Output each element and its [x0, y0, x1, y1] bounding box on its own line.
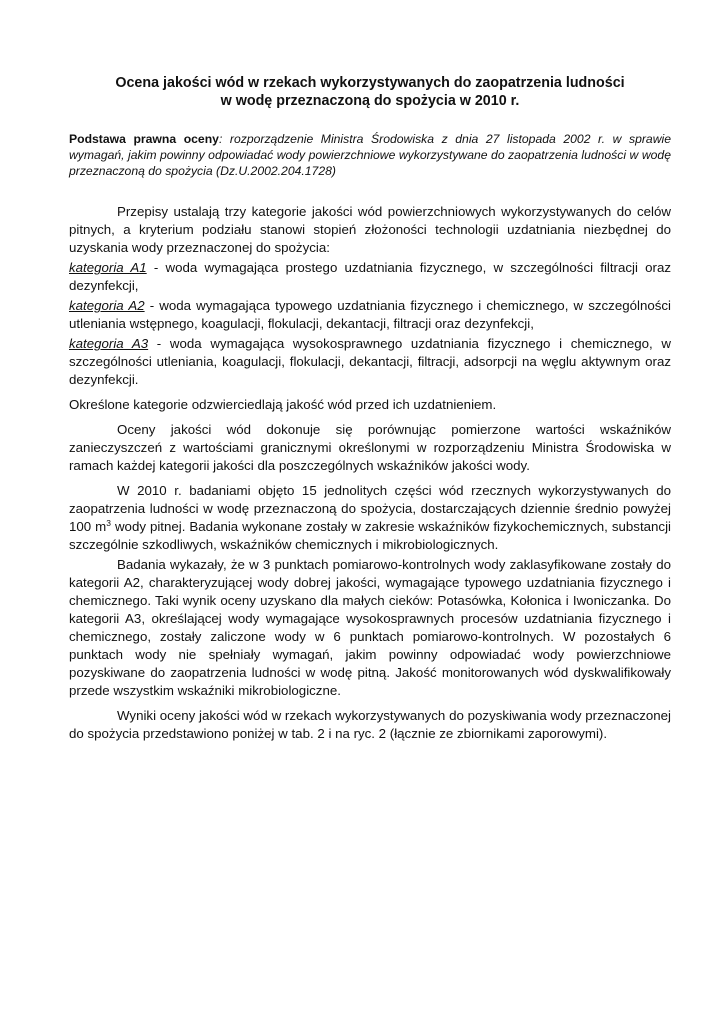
- category-a1-name: kategoria A1: [69, 260, 147, 275]
- title-line-2: w wodę przeznaczoną do spożycia w 2010 r.: [220, 93, 520, 109]
- summary-paragraph: Wyniki oceny jakości wód w rzekach wykorzystywanych do pozyskiwania wody przeznaczonej do spożycia przedstawiono poniżej w tab. 2 i na ryc. 2 (łącznie ze zbiornikami zaporowymi).: [69, 708, 671, 741]
- category-a2-name: kategoria A2: [69, 298, 145, 313]
- category-a3-desc: - woda wymagająca wysokosprawnego uzdatniania fizycznego i chemicznego, w szczególności utleniania, koagulacji, flokulacji, dekantacji, filtracji, adsorpcji na węglu aktywnym oraz dezynfekcji.: [69, 336, 671, 387]
- category-a1: [69, 259, 671, 295]
- category-a1-desc: - woda wymagająca prostego uzdatniania fizycznego, w szczególności filtracji oraz dezynfekcji,: [69, 260, 671, 293]
- category-a3-name: kategoria A3: [69, 336, 149, 351]
- legal-basis-text: : rozporządzenie Ministra Środowiska z dnia 27 listopada 2002 r. w sprawie wymagań, jakim powinny odpowiadać wody powierzchniowe wykorzystywane do zaopatrzenia ludności w wodę przeznaczoną do spożycia (Dz.U.2002.204.1728): [69, 132, 671, 178]
- reflect-paragraph: Określone kategorie odzwierciedlają jakość wód przed ich uzdatnieniem.: [69, 397, 497, 412]
- intro-paragraph: Przepisy ustalają trzy kategorie jakości wód powierzchniowych wykorzystywanych do celów pitnych, a kryterium podziału stanowi stopień złożoności technologii uzdatniania niezbędnej do uzyskania wody przeznaczonej do spożycia:: [69, 204, 671, 255]
- method-paragraph: Oceny jakości wód dokonuje się porównując pomierzone wartości wskaźników zanieczyszczeń z wartościami granicznymi określonymi w rozporządzeniu Ministra Środowiska w ramach każdej kategorii jakości dla poszczególnych wskaźników jakości wody.: [69, 422, 671, 473]
- document-title: [69, 74, 671, 110]
- scope-text-b: wody pitnej. Badania wykonane zostały w zakresie wskaźników fizykochemicznych, substancji szczególnie szkodliwych, wskaźników chemicznych i mikrobiologicznych.: [69, 519, 671, 552]
- legal-basis-label: Podstawa prawna oceny: [69, 132, 219, 146]
- document-body: [69, 203, 671, 743]
- cubic-superscript: 3: [106, 518, 111, 528]
- scope-text-a: W 2010 r. badaniami objęto 15 jednolitych części wód rzecznych wykorzystywanych do zaopatrzenia ludności w wodę przeznaczoną do spożycia, dostarczających dziennie średnio powyżej 100 m: [69, 483, 671, 534]
- category-a2: [69, 297, 671, 333]
- legal-basis: [69, 131, 671, 179]
- category-a3: [69, 335, 671, 389]
- title-line-1: Ocena jakości wód w rzekach wykorzystywanych do zaopatrzenia ludności: [115, 75, 625, 91]
- results-paragraph: Badania wykazały, że w 3 punktach pomiarowo-kontrolnych wody zaklasyfikowane zostały do kategorii A2, charakteryzującej wody dobrej jakości, wymagające typowego uzdatniania fizycznego i chemicznego. Taki wynik oceny uzyskano dla małych cieków: Potasówka, Kołonica i Iwoniczanka. Do kategorii A3, określającej wody wymagające wysokosprawnych procesów uzdatniania fizycznego i chemicznego, zostały zaliczone wody w 6 punktach pomiarowo-kontrolnych. W pozostałych 6 punktach wody nie spełniały wymagań, jakim powinny odpowiadać wody powierzchniowe pozyskiwane do zaopatrzenia ludności w wodę pitną. Jakość monitorowanych wód dyskwalifikowały przede wszystkim wskaźniki mikrobiologiczne.: [69, 557, 671, 698]
- document-page: [69, 74, 671, 743]
- category-a2-desc: - woda wymagająca typowego uzdatniania fizycznego i chemicznego, w szczególności utleniania wstępnego, koagulacji, flokulacji, dekantacji, filtracji oraz dezynfekcji,: [69, 298, 671, 331]
- scope-paragraph: [69, 482, 671, 554]
